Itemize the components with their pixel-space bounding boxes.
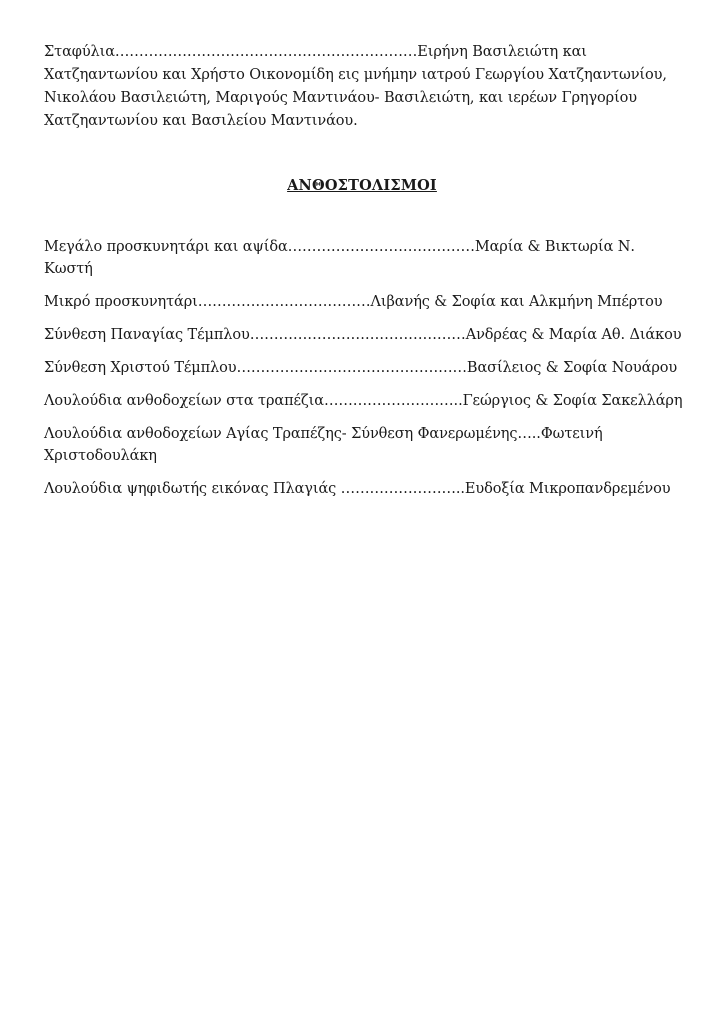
intro-paragraph: Σταφύλια………………………………………………………Ειρήνη Βασιλειώτη και Χατζηαντωνίου και Χρήστο Οικονομίδη εις μνήμην ιατρού Γεωργίου Χατζηαντωνίου, Νικολάου Βασιλειώτη, Μαριγούς Μαντινάου- Βασιλειώτη, και ιερέων Γρηγορίου Χατζηαντωνίου και Βασιλείου Μαντινάου. bbox=[44, 44, 667, 129]
list-item: Σύνθεση Χριστού Τέμπλου…………………………………………Βασίλειος & Σοφία Νουάρου bbox=[44, 360, 678, 376]
list-item: Λουλούδια ανθοδοχείων στα τραπέζια………………………..Γεώργιος & Σοφία Σακελλάρη bbox=[44, 393, 683, 409]
list-item: Μεγάλο προσκυνητάρι και αψίδα…………………………………Μαρία & Βικτωρία Ν. Κωστή bbox=[44, 239, 635, 277]
list-item: Λουλούδια ανθοδοχείων Αγίας Τραπέζης- Σύνθεση Φανερωμένης…..Φωτεινή Χριστοδουλάκη bbox=[44, 426, 603, 464]
decoration-list bbox=[44, 236, 684, 511]
list-item: Μικρό προσκυνητάρι………………………………Λιβανής & Σοφία και Αλκμήνη Μπέρτου bbox=[44, 294, 663, 310]
list-item: Σύνθεση Παναγίας Τέμπλου………………………………………Ανδρέας & Μαρία Αθ. Διάκου bbox=[44, 327, 682, 343]
list-item: Λουλούδια ψηφιδωτής εικόνας Πλαγιάς ……………………..Ευδοξία Μικροπανδρεμένου bbox=[44, 481, 671, 497]
section-heading: ΑΝΘΟΣΤΟΛΙΣΜΟΙ bbox=[287, 177, 437, 194]
